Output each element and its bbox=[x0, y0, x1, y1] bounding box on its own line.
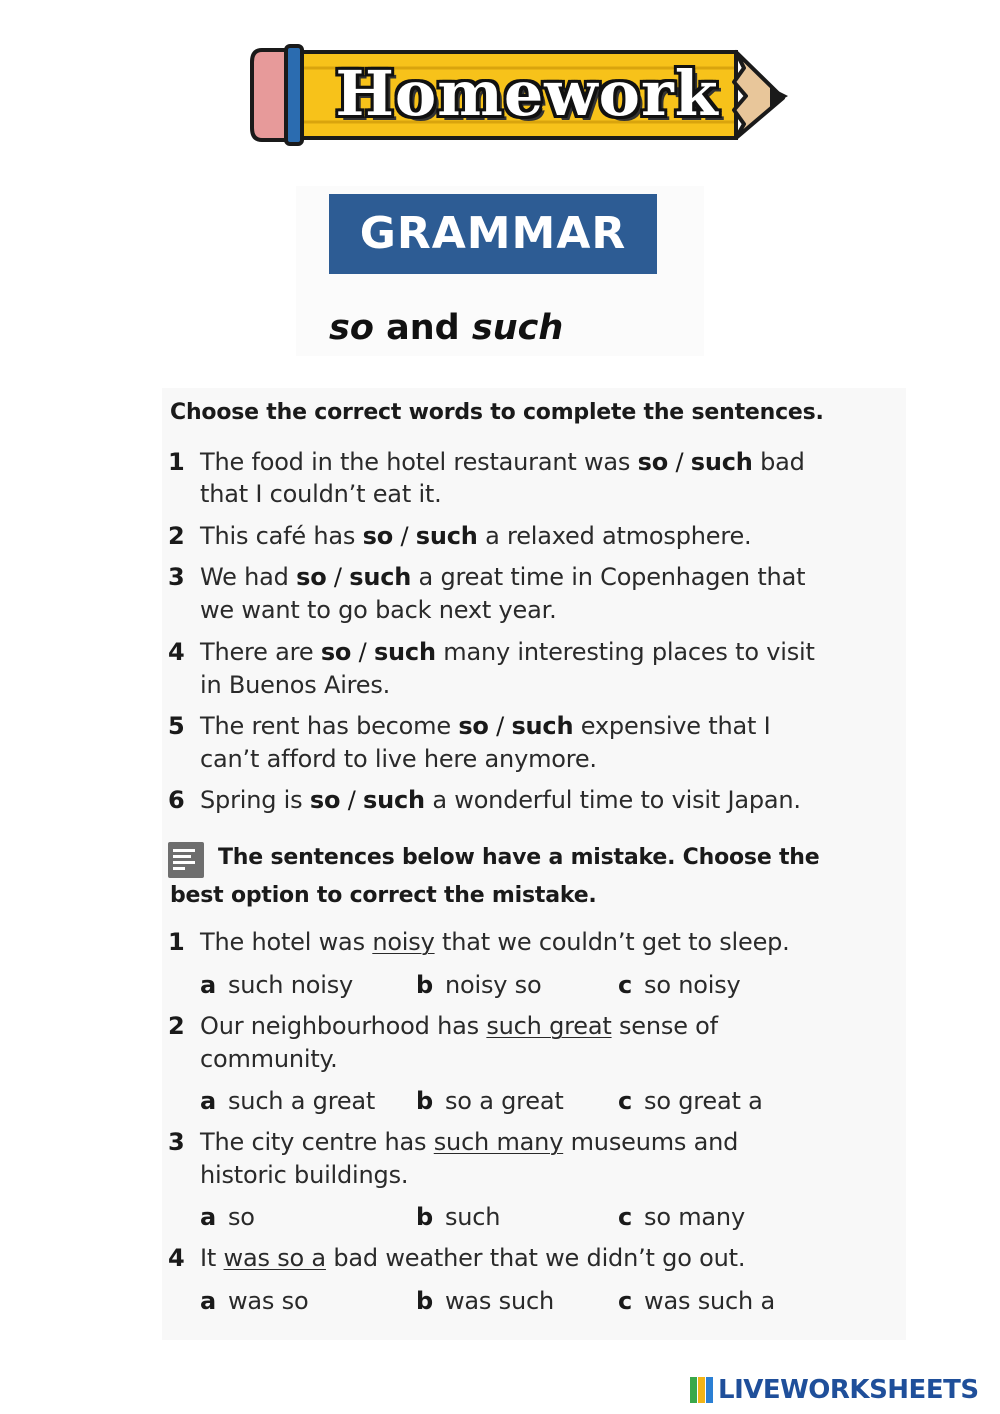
mistake-phrase: such many bbox=[433, 1128, 564, 1156]
item-sentence: Spring is so / such a wonderful time to visit Japan. bbox=[200, 786, 801, 814]
option-c[interactable]: c so great a bbox=[618, 1087, 763, 1115]
item-sentence: Our neighbourhood has such great sense of bbox=[200, 1012, 718, 1040]
mistake-phrase: such great bbox=[486, 1012, 612, 1040]
liveworksheets-text: LIVEWORKSHEETS bbox=[718, 1375, 979, 1405]
choice-such[interactable]: such bbox=[690, 448, 753, 476]
homework-title: Homework bbox=[335, 57, 719, 130]
choice-such[interactable]: such bbox=[363, 786, 425, 814]
mistake-phrase: noisy bbox=[372, 928, 435, 956]
option-a[interactable]: a so bbox=[200, 1203, 255, 1231]
option-b[interactable]: b so a great bbox=[416, 1087, 564, 1115]
exercise2-instruction-line1: The sentences below have a mistake. Choose the bbox=[218, 845, 820, 870]
option-a[interactable]: a was so bbox=[200, 1287, 309, 1315]
item-sentence: The hotel was noisy that we couldn’t get to sleep. bbox=[200, 928, 790, 956]
choice-so[interactable]: so bbox=[458, 712, 489, 740]
item-number: 5 bbox=[168, 712, 185, 740]
item-number: 2 bbox=[168, 522, 185, 550]
item-number: 1 bbox=[168, 448, 185, 476]
topic-and: and bbox=[373, 308, 472, 348]
item-sentence-line2: that I couldn’t eat it. bbox=[200, 480, 442, 508]
item-sentence: It was so a bad weather that we didn’t go out. bbox=[200, 1244, 746, 1272]
item-sentence-line2: in Buenos Aires. bbox=[200, 671, 391, 699]
item-number: 4 bbox=[168, 1244, 185, 1272]
item-sentence: This café has so / such a relaxed atmosphere. bbox=[200, 522, 752, 550]
item-number: 1 bbox=[168, 928, 185, 956]
choice-so[interactable]: so bbox=[296, 563, 327, 591]
liveworksheets-mark-icon bbox=[690, 1377, 714, 1403]
mistake-phrase: was so a bbox=[223, 1244, 326, 1272]
item-sentence: The rent has become so / such expensive that I bbox=[200, 712, 771, 740]
option-c[interactable]: c was such a bbox=[618, 1287, 775, 1315]
choice-so[interactable]: so bbox=[309, 786, 341, 814]
option-c[interactable]: c so many bbox=[618, 1203, 745, 1231]
option-b[interactable]: b was such bbox=[416, 1287, 554, 1315]
item-sentence: We had so / such a great time in Copenhagen that bbox=[200, 563, 806, 591]
option-a[interactable]: a such noisy bbox=[200, 971, 354, 999]
item-sentence-line2: community. bbox=[200, 1045, 338, 1073]
exercise2-instruction-line2: best option to correct the mistake. bbox=[170, 883, 597, 908]
topic-title bbox=[329, 304, 563, 352]
choice-such[interactable]: such bbox=[511, 712, 574, 740]
item-sentence-line2: can’t afford to live here anymore. bbox=[200, 745, 597, 773]
option-b[interactable]: b such bbox=[416, 1203, 501, 1231]
option-a[interactable]: a such a great bbox=[200, 1087, 376, 1115]
item-number: 2 bbox=[168, 1012, 185, 1040]
choice-such[interactable]: such bbox=[349, 563, 412, 591]
item-sentence: The food in the hotel restaurant was so / such bad bbox=[200, 448, 805, 476]
choice-so[interactable]: so bbox=[362, 522, 394, 550]
choice-so[interactable]: so bbox=[320, 638, 352, 666]
item-number: 4 bbox=[168, 638, 185, 666]
item-number: 6 bbox=[168, 786, 185, 814]
item-sentence: The city centre has such many museums and bbox=[200, 1128, 739, 1156]
option-b[interactable]: b noisy so bbox=[416, 971, 542, 999]
exercise1-instruction: Choose the correct words to complete the sentences. bbox=[170, 400, 824, 425]
item-number: 3 bbox=[168, 1128, 185, 1156]
grammar-label: GRAMMAR bbox=[329, 194, 657, 274]
topic-word-such: such bbox=[471, 308, 564, 348]
document-lines-icon bbox=[168, 842, 204, 878]
item-sentence-line2: historic buildings. bbox=[200, 1161, 409, 1189]
topic-word-so: so bbox=[329, 308, 374, 348]
item-number: 3 bbox=[168, 563, 185, 591]
choice-so[interactable]: so bbox=[637, 448, 669, 476]
choice-such[interactable]: such bbox=[373, 638, 436, 666]
choice-such[interactable]: such bbox=[415, 522, 478, 550]
item-sentence: There are so / such many interesting places to visit bbox=[200, 638, 815, 666]
item-sentence-line2: we want to go back next year. bbox=[200, 596, 557, 624]
option-c[interactable]: c so noisy bbox=[618, 971, 741, 999]
